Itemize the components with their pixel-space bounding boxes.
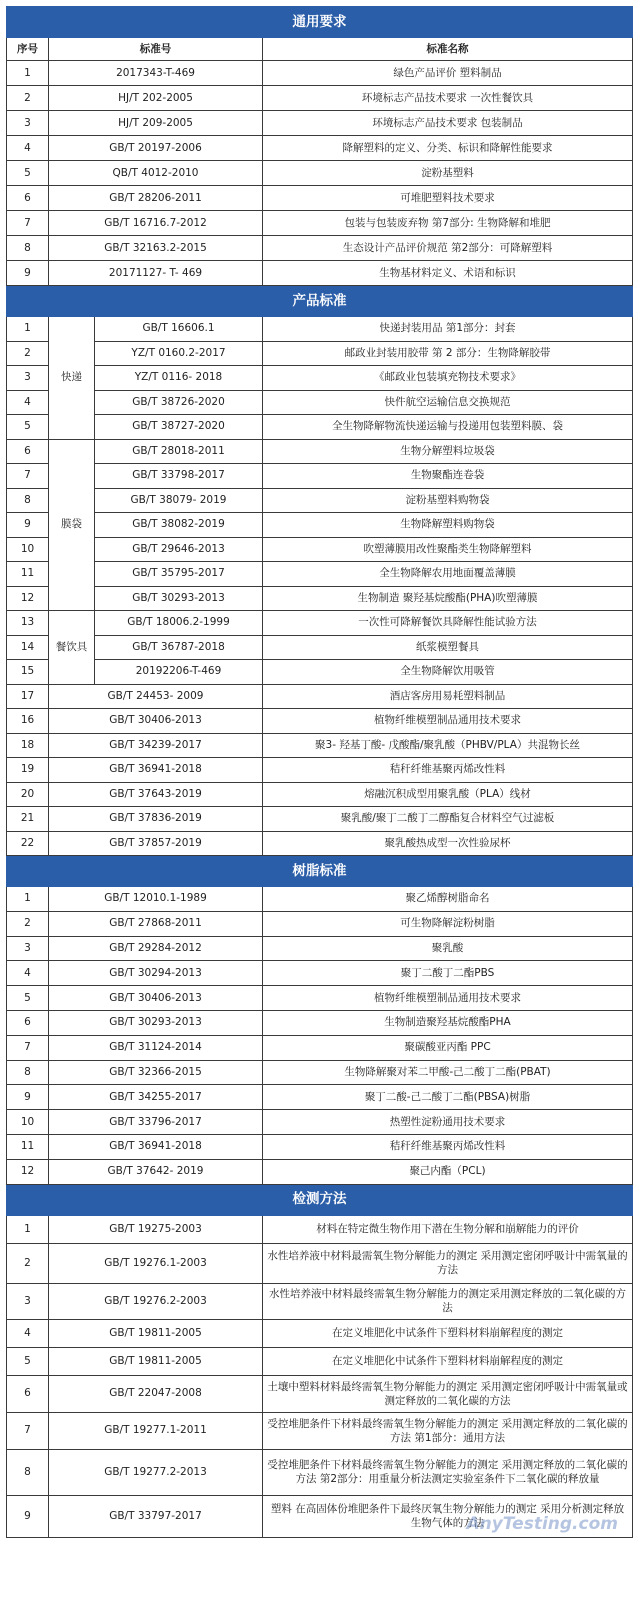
standard-name: 生物基材料定义、术语和标识 <box>263 261 633 286</box>
standard-number: GB/T 19276.2-2003 <box>49 1283 263 1319</box>
standard-name: 秸秆纤维基聚丙烯改性料 <box>263 758 633 783</box>
row-number: 21 <box>7 807 49 832</box>
section-header-row <box>7 1184 633 1215</box>
section-title: 检测方法 <box>7 1184 633 1215</box>
table-row <box>7 415 633 440</box>
standards-table-body <box>7 7 633 1538</box>
row-number: 9 <box>7 261 49 286</box>
table-row <box>7 464 633 489</box>
standard-name: 秸秆纤维基聚丙烯改性料 <box>263 1134 633 1159</box>
row-number: 2 <box>7 1243 49 1283</box>
standard-number: 2017343-T-469 <box>49 61 263 86</box>
row-number: 5 <box>7 415 49 440</box>
standard-name: 聚乳酸/聚丁二酸丁二醇酯复合材料空气过滤板 <box>263 807 633 832</box>
standard-number: GB/T 38726-2020 <box>95 390 263 415</box>
standard-name: 材料在特定微生物作用下潜在生物分解和崩解能力的评价 <box>263 1215 633 1243</box>
row-number: 4 <box>7 136 49 161</box>
row-number: 5 <box>7 986 49 1011</box>
standards-table <box>6 6 633 1538</box>
row-number: 9 <box>7 1495 49 1537</box>
standard-name: 吹塑薄膜用改性聚酯类生物降解塑料 <box>263 537 633 562</box>
table-row <box>7 611 633 636</box>
row-number: 15 <box>7 660 49 685</box>
category-label: 快递 <box>49 317 95 440</box>
table-row <box>7 887 633 912</box>
table-row <box>7 1159 633 1184</box>
row-number: 2 <box>7 911 49 936</box>
standard-number: GB/T 27868-2011 <box>49 911 263 936</box>
row-number: 8 <box>7 236 49 261</box>
table-row <box>7 684 633 709</box>
section-header-row <box>7 7 633 38</box>
standard-name: 聚乳酸 <box>263 936 633 961</box>
standard-name: 生物降解聚对苯二甲酸-己二酸丁二酯(PBAT) <box>263 1060 633 1085</box>
standard-name: 受控堆肥条件下材料最终需氧生物分解能力的测定 采用测定释放的二氧化碳的方法 第2部分：用重量分析法测定实验室条件下二氧化碳的释放量 <box>263 1449 633 1495</box>
standard-name: 聚乙烯醇树脂命名 <box>263 887 633 912</box>
table-row <box>7 1347 633 1375</box>
standard-number: YZ/T 0160.2-2017 <box>95 341 263 366</box>
table-row <box>7 758 633 783</box>
standard-number: GB/T 29284-2012 <box>49 936 263 961</box>
row-number: 16 <box>7 709 49 734</box>
standard-number: GB/T 24453- 2009 <box>49 684 263 709</box>
table-row <box>7 911 633 936</box>
table-row <box>7 439 633 464</box>
standard-number: GB/T 32163.2-2015 <box>49 236 263 261</box>
row-number: 3 <box>7 936 49 961</box>
category-label: 膜袋 <box>49 439 95 611</box>
table-row <box>7 86 633 111</box>
standard-name: 全生物降解物流快递运输与投递用包装塑料膜、袋 <box>263 415 633 440</box>
standard-name: 水性培养液中材料最终需氧生物分解能力的测定采用测定释放的二氧化碳的方法 <box>263 1283 633 1319</box>
row-number: 19 <box>7 758 49 783</box>
standard-number: HJ/T 209-2005 <box>49 111 263 136</box>
row-number: 8 <box>7 1060 49 1085</box>
row-number: 2 <box>7 86 49 111</box>
row-number: 8 <box>7 488 49 513</box>
table-row <box>7 61 633 86</box>
standard-number: GB/T 19276.1-2003 <box>49 1243 263 1283</box>
section-title: 产品标准 <box>7 286 633 317</box>
standard-name: 生物降解塑料购物袋 <box>263 513 633 538</box>
standard-name: 绿色产品评价 塑料制品 <box>263 61 633 86</box>
table-row <box>7 1283 633 1319</box>
row-number: 7 <box>7 1412 49 1449</box>
row-number: 7 <box>7 1035 49 1060</box>
table-row <box>7 586 633 611</box>
standard-number: GB/T 38082-2019 <box>95 513 263 538</box>
table-row <box>7 1085 633 1110</box>
standard-name: 生物制造聚羟基烷酸酯PHA <box>263 1010 633 1035</box>
standard-number: GB/T 30406-2013 <box>49 709 263 734</box>
row-number: 2 <box>7 341 49 366</box>
standard-number: GB/T 35795-2017 <box>95 562 263 587</box>
table-row <box>7 1134 633 1159</box>
section-header-row <box>7 286 633 317</box>
table-row <box>7 1449 633 1495</box>
table-row <box>7 709 633 734</box>
table-row <box>7 733 633 758</box>
standard-name: 全生物降解饮用吸管 <box>263 660 633 685</box>
table-row <box>7 961 633 986</box>
standard-name: 在定义堆肥化中试条件下塑料材料崩解程度的测定 <box>263 1319 633 1347</box>
row-number: 22 <box>7 831 49 856</box>
standard-number: GB/T 37642- 2019 <box>49 1159 263 1184</box>
table-row <box>7 236 633 261</box>
standard-name: 水性培养液中材料最需氧生物分解能力的测定 采用测定密闭呼吸计中需氧量的方法 <box>263 1243 633 1283</box>
standard-name: 降解塑料的定义、分类、标识和降解性能要求 <box>263 136 633 161</box>
table-row <box>7 562 633 587</box>
standard-number: GB/T 30293-2013 <box>49 1010 263 1035</box>
standard-name: 全生物降解农用地面覆盖薄膜 <box>263 562 633 587</box>
standard-number: GB/T 33798-2017 <box>95 464 263 489</box>
table-row <box>7 111 633 136</box>
table-row <box>7 186 633 211</box>
standard-number: GB/T 30293-2013 <box>95 586 263 611</box>
standard-number: GB/T 16606.1 <box>95 317 263 342</box>
table-row <box>7 807 633 832</box>
row-number: 6 <box>7 1375 49 1412</box>
standard-name: 酒店客房用易耗塑料制品 <box>263 684 633 709</box>
standard-name: 淀粉基塑料购物袋 <box>263 488 633 513</box>
standard-number: HJ/T 202-2005 <box>49 86 263 111</box>
row-number: 17 <box>7 684 49 709</box>
row-number: 11 <box>7 1134 49 1159</box>
standard-number: GB/T 37857-2019 <box>49 831 263 856</box>
row-number: 7 <box>7 211 49 236</box>
row-number: 4 <box>7 961 49 986</box>
section-title: 树脂标准 <box>7 856 633 887</box>
standard-number: GB/T 30406-2013 <box>49 986 263 1011</box>
table-row <box>7 936 633 961</box>
standard-name: 包装与包装废弃物 第7部分: 生物降解和堆肥 <box>263 211 633 236</box>
standard-number: GB/T 33797-2017 <box>49 1495 263 1537</box>
standard-number: GB/T 32366-2015 <box>49 1060 263 1085</box>
standard-number: GB/T 29646-2013 <box>95 537 263 562</box>
row-number: 8 <box>7 1449 49 1495</box>
standard-number: GB/T 19275-2003 <box>49 1215 263 1243</box>
standard-name: 受控堆肥条件下材料最终需氧生物分解能力的测定 采用测定释放的二氧化碳的方法 第1部分：通用方法 <box>263 1412 633 1449</box>
standard-number: GB/T 37643-2019 <box>49 782 263 807</box>
category-label: 餐饮具 <box>49 611 95 685</box>
standard-name: 聚碳酸亚丙酯 PPC <box>263 1035 633 1060</box>
table-row <box>7 513 633 538</box>
standard-name: 淀粉基塑料 <box>263 161 633 186</box>
standard-number: 20192206-T-469 <box>95 660 263 685</box>
header-standard-no: 标准号 <box>49 38 263 61</box>
standard-number: GB/T 19811-2005 <box>49 1347 263 1375</box>
row-number: 4 <box>7 390 49 415</box>
row-number: 5 <box>7 161 49 186</box>
table-row <box>7 1319 633 1347</box>
standard-name: 生物聚酯连卷袋 <box>263 464 633 489</box>
standard-name: 可生物降解淀粉树脂 <box>263 911 633 936</box>
standard-name: 环境标志产品技术要求 包装制品 <box>263 111 633 136</box>
row-number: 11 <box>7 562 49 587</box>
standard-name: 聚己内酯（PCL) <box>263 1159 633 1184</box>
standard-name: 聚乳酸热成型一次性验尿杯 <box>263 831 633 856</box>
standard-number: GB/T 28018-2011 <box>95 439 263 464</box>
standards-table-container <box>6 6 632 1538</box>
table-row <box>7 831 633 856</box>
section-title: 通用要求 <box>7 7 633 38</box>
standard-name: 快件航空运输信息交换规范 <box>263 390 633 415</box>
table-row <box>7 1412 633 1449</box>
table-row <box>7 660 633 685</box>
row-number: 13 <box>7 611 49 636</box>
table-row <box>7 1010 633 1035</box>
row-number: 4 <box>7 1319 49 1347</box>
standard-number: GB/T 36941-2018 <box>49 1134 263 1159</box>
standard-number: GB/T 34239-2017 <box>49 733 263 758</box>
row-number: 1 <box>7 1215 49 1243</box>
row-number: 6 <box>7 1010 49 1035</box>
row-number: 9 <box>7 1085 49 1110</box>
table-row <box>7 261 633 286</box>
standard-number: GB/T 36787-2018 <box>95 635 263 660</box>
row-number: 10 <box>7 537 49 562</box>
row-number: 3 <box>7 366 49 391</box>
row-number: 1 <box>7 887 49 912</box>
row-number: 1 <box>7 317 49 342</box>
standard-number: GB/T 37836-2019 <box>49 807 263 832</box>
standard-number: GB/T 38079- 2019 <box>95 488 263 513</box>
table-row <box>7 1375 633 1412</box>
table-row <box>7 1243 633 1283</box>
table-row <box>7 136 633 161</box>
standard-name: 一次性可降解餐饮具降解性能试验方法 <box>263 611 633 636</box>
standard-name: 快递封装用品 第1部分：封套 <box>263 317 633 342</box>
standard-number: GB/T 19277.2-2013 <box>49 1449 263 1495</box>
table-row <box>7 537 633 562</box>
table-row <box>7 211 633 236</box>
table-row <box>7 986 633 1011</box>
column-header-row <box>7 38 633 61</box>
standard-name: 环境标志产品技术要求 一次性餐饮具 <box>263 86 633 111</box>
standard-number: GB/T 12010.1-1989 <box>49 887 263 912</box>
table-row <box>7 317 633 342</box>
standard-number: GB/T 16716.7-2012 <box>49 211 263 236</box>
row-number: 14 <box>7 635 49 660</box>
row-number: 3 <box>7 111 49 136</box>
row-number: 12 <box>7 586 49 611</box>
standard-name: 可堆肥塑料技术要求 <box>263 186 633 211</box>
standard-number: GB/T 18006.2-1999 <box>95 611 263 636</box>
standard-number: GB/T 36941-2018 <box>49 758 263 783</box>
table-row <box>7 782 633 807</box>
section-header-row <box>7 856 633 887</box>
standard-name: 生物制造 聚羟基烷酸酯(PHA)吹塑薄膜 <box>263 586 633 611</box>
standard-number: GB/T 38727-2020 <box>95 415 263 440</box>
table-row <box>7 488 633 513</box>
standard-name: 《邮政业包装填充物技术要求》 <box>263 366 633 391</box>
standard-number: GB/T 30294-2013 <box>49 961 263 986</box>
standard-name: 生物分解塑料垃圾袋 <box>263 439 633 464</box>
row-number: 7 <box>7 464 49 489</box>
row-number: 18 <box>7 733 49 758</box>
table-row <box>7 341 633 366</box>
standard-name: 聚3- 羟基丁酸- 戊酸酯/聚乳酸（PHBV/PLA）共混物长丝 <box>263 733 633 758</box>
header-standard-name: 标准名称 <box>263 38 633 61</box>
standard-name: 土壤中塑料材料最终需氧生物分解能力的测定 采用测定密闭呼吸计中需氧量或测定释放的二氧化碳的方法 <box>263 1375 633 1412</box>
table-row <box>7 1495 633 1537</box>
table-row <box>7 161 633 186</box>
standard-name: 聚丁二酸-己二酸丁二酯(PBSA)树脂 <box>263 1085 633 1110</box>
standard-number: GB/T 19277.1-2011 <box>49 1412 263 1449</box>
watermark-text: AnyTesting.com <box>466 1513 618 1534</box>
standard-number: GB/T 33796-2017 <box>49 1110 263 1135</box>
table-row <box>7 1060 633 1085</box>
standard-name: 熔融沉积成型用聚乳酸（PLA）线材 <box>263 782 633 807</box>
table-row <box>7 1110 633 1135</box>
standard-name: 纸浆模塑餐具 <box>263 635 633 660</box>
table-row <box>7 390 633 415</box>
standard-name: 生态设计产品评价规范 第2部分：可降解塑料 <box>263 236 633 261</box>
row-number: 1 <box>7 61 49 86</box>
standard-number: GB/T 22047-2008 <box>49 1375 263 1412</box>
table-row <box>7 635 633 660</box>
standard-name: 塑料 在高固体份堆肥条件下最终厌氧生物分解能力的测定 采用分析测定释放生物气体的方法 <box>263 1495 633 1537</box>
header-seq: 序号 <box>7 38 49 61</box>
row-number: 9 <box>7 513 49 538</box>
row-number: 6 <box>7 186 49 211</box>
standard-name: 植物纤维模塑制品通用技术要求 <box>263 709 633 734</box>
standard-name: 植物纤维模塑制品通用技术要求 <box>263 986 633 1011</box>
standard-number: GB/T 19811-2005 <box>49 1319 263 1347</box>
standard-number: YZ/T 0116- 2018 <box>95 366 263 391</box>
row-number: 12 <box>7 1159 49 1184</box>
table-row <box>7 1035 633 1060</box>
standard-number: GB/T 31124-2014 <box>49 1035 263 1060</box>
row-number: 10 <box>7 1110 49 1135</box>
standard-name: 热塑性淀粉通用技术要求 <box>263 1110 633 1135</box>
table-row <box>7 1215 633 1243</box>
standard-name: 聚丁二酸丁二酯PBS <box>263 961 633 986</box>
standard-number: GB/T 34255-2017 <box>49 1085 263 1110</box>
table-row <box>7 366 633 391</box>
standard-number: GB/T 28206-2011 <box>49 186 263 211</box>
standard-name: 邮政业封装用胶带 第 2 部分：生物降解胶带 <box>263 341 633 366</box>
row-number: 3 <box>7 1283 49 1319</box>
standard-number: GB/T 20197-2006 <box>49 136 263 161</box>
standard-number: QB/T 4012-2010 <box>49 161 263 186</box>
standard-number: 20171127- T- 469 <box>49 261 263 286</box>
row-number: 6 <box>7 439 49 464</box>
row-number: 20 <box>7 782 49 807</box>
standard-name: 在定义堆肥化中试条件下塑料材料崩解程度的测定 <box>263 1347 633 1375</box>
row-number: 5 <box>7 1347 49 1375</box>
